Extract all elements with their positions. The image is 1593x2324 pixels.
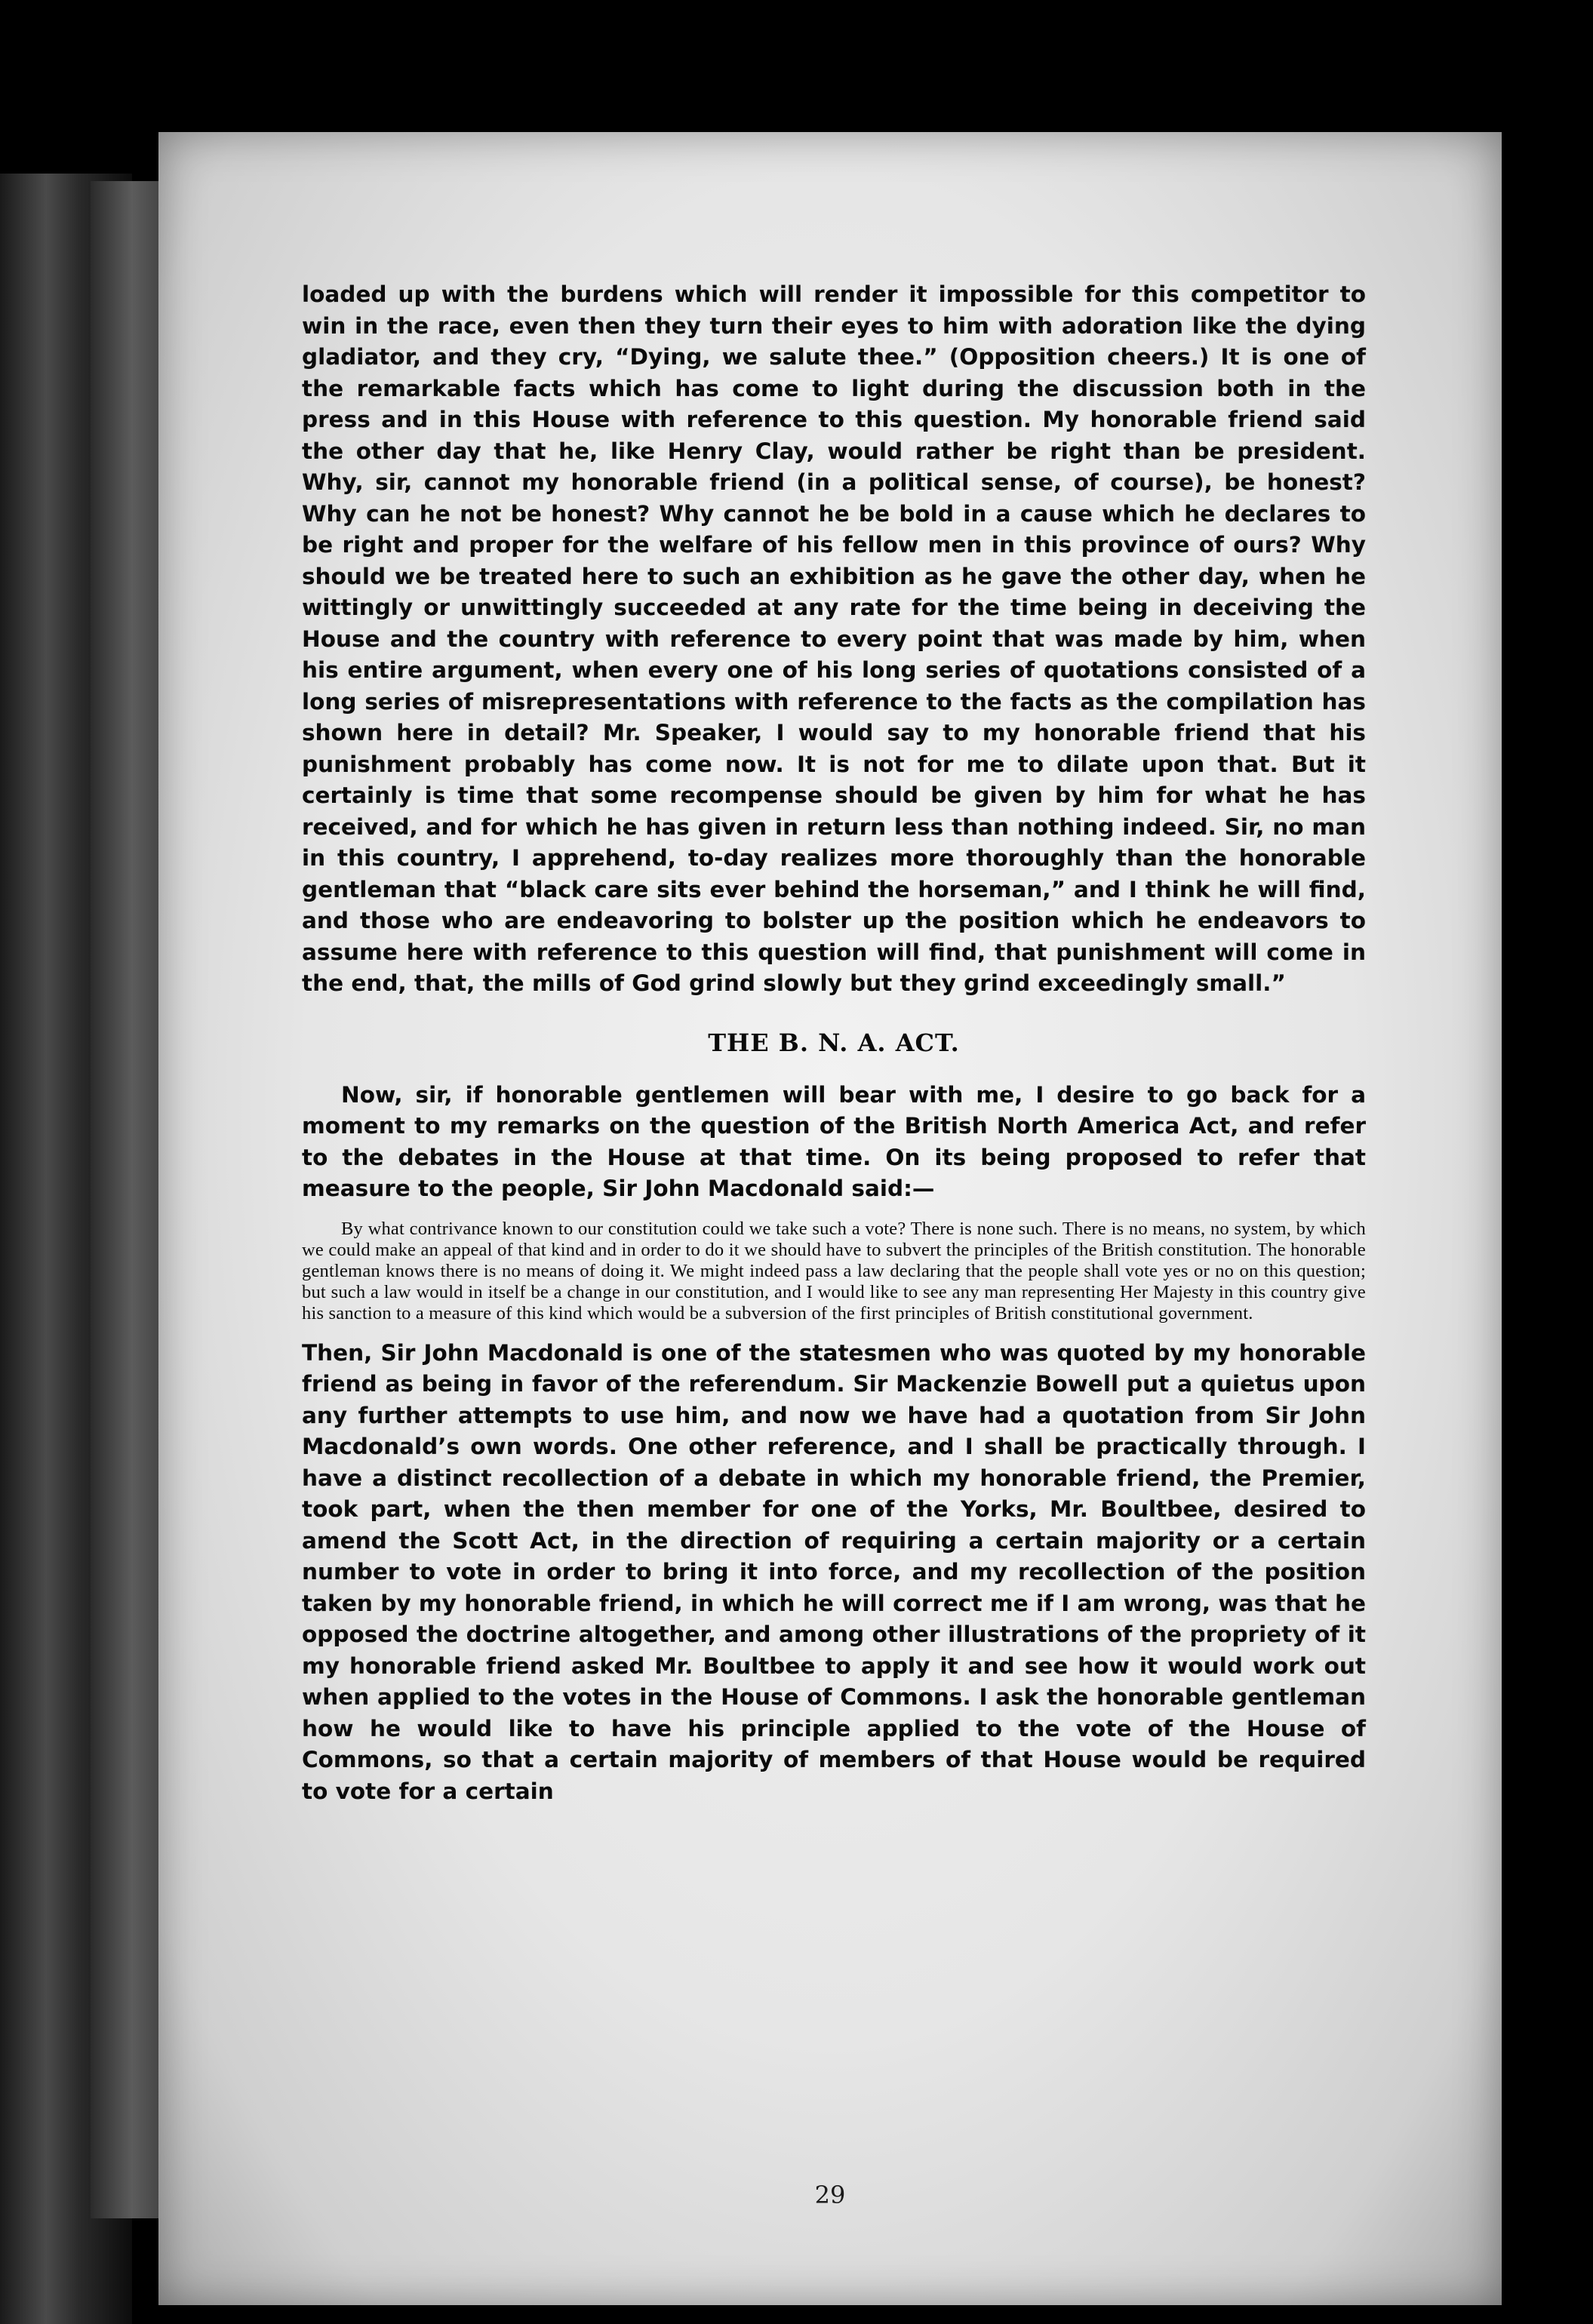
paragraph-3: Then, Sir John Macdonald is one of the statesmen who was quoted by my honorable friend as being in favor of the referendum. Sir Mackenzie Bowell put a quietus upon any further attempts to use him, and now we have had a quotation from Sir John Macdonald’s own words. One other reference, and I shall be practically through. I have a distinct recollection of a debate in which my honorable friend, the Premier, took part, when the then member for one of the Yorks, Mr. Boultbee, desired to amend the Scott Act, in the direction of requiring a certain majority or a certain number to vote in order to bring it into force, and my recollection of the position taken by my honorable friend, in which he will correct me if I am wrong, was that he opposed the doctrine altogether, and among other illustrations of the propriety of it my honorable friend asked Mr. Boultbee to apply it and see how it would work out when applied to the votes in the House of Commons. I ask the honorable gentleman how he would like to have his principle applied to the vote of the House of Commons, so that a certain majority of members of that House would be required to vote for a certain	[302, 1339, 1366, 1804]
section-heading: THE B. N. A. ACT.	[708, 1028, 960, 1057]
paragraph-1: loaded up with the burdens which will render it impossible for this competitor to win in the race, even then they turn their eyes to him with adoration like the dying gladiator, and they cry, “Dying, we salute thee.” (Opposition cheers.) It is one of the remarkable facts which has come to light during the discussion both in the press and in this House with reference to this question. My honorable friend said the other day that he, like Henry Clay, would rather be right than be president. Why, sir, cannot my honorable friend (in a political sense, of course), be honest? Why can he not be honest? Why cannot he be bold in a cause which he declares to be right and proper for the welfare of his fellow men in this province of ours? Why should we be treated here to such an exhibition as he gave the other day, when he wittingly or unwittingly succeeded at any rate for the time being in deceiving the House and the country with reference to every point that was made by him, when his entire argument, when every one of his long series of quotations consisted of a long series of misrepresentations with reference to the facts as the compilation has shown here in detail? Mr. Speaker, I would say to my honorable friend that his punishment probably has come now. It is not for me to dilate upon that. But it certainly is time that some recompense should be given by him for what he has received, and for which he has given in return less than nothing indeed. Sir, no man in this country, I apprehend, to-day realizes more thoroughly than the honorable gentleman that “black care sits ever behind the horseman,” and I think he will find, and those who are endeavoring to bolster up the position which he endeavors to assume here with reference to this question will find, that punishment will come in the end, that, the mills of God grind slowly but they grind exceedingly small.”	[302, 281, 1366, 996]
page-text-block	[302, 279, 1366, 1807]
paragraph-2: Now, sir, if honorable gentlemen will bear with me, I desire to go back for a moment to my remarks on the question of the British North America Act, and refer to the debates in the House at that time. On its being proposed to refer that measure to the people, Sir John Macdonald said:—	[302, 1081, 1366, 1201]
page-number: 29	[814, 2181, 846, 2209]
document-page	[158, 132, 1502, 2305]
block-quote: By what contrivance known to our constitution could we take such a vote? There is none such. There is no means, no system, by which we could make an appeal of that kind and in order to do it we should have to subvert the principles of the British constitution. The honorable gentleman knows there is no means of doing it. We might indeed pass a law declaring that the people shall vote yes or no on this question; but such a law would in itself be a change in our constitution, and I would like to see any man representing Her Majesty in this country give his sanction to a measure of this kind which would be a subversion of the first principles of British constitutional government.	[302, 1218, 1366, 1323]
